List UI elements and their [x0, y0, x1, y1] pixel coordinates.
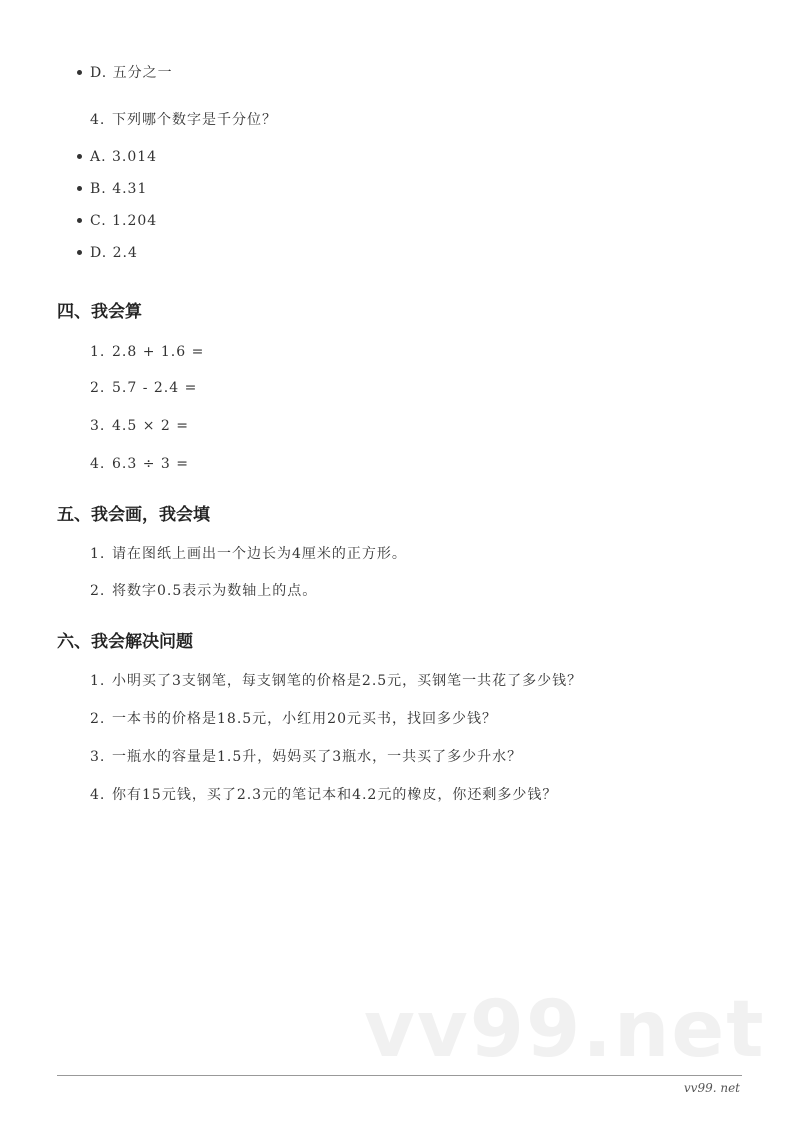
item-text: 将数字0.5表示为数轴上的点。 [112, 583, 318, 599]
list-item [90, 710, 497, 728]
item-number: 2. [90, 380, 106, 396]
list-item [90, 343, 204, 361]
option-text: B. 4.31 [90, 181, 148, 197]
watermark-text: vv99.net [364, 985, 766, 1075]
item-number: 1. [90, 546, 106, 562]
option-item [77, 148, 157, 166]
item-text: 一本书的价格是18.5元，小红用20元买书，找回多少钱？ [112, 711, 497, 727]
list-item [90, 748, 522, 766]
item-text: 请在图纸上画出一个边长为4厘米的正方形。 [112, 546, 407, 562]
list-item [90, 545, 407, 563]
list-item [90, 455, 189, 473]
option-item [77, 212, 157, 230]
item-text: 4.5 × 2 = [112, 418, 189, 434]
list-item [90, 417, 189, 435]
item-text: 6.3 ÷ 3 = [112, 456, 189, 472]
item-text: 一瓶水的容量是1.5升，妈妈买了3瓶水，一共买了多少升水？ [112, 749, 523, 765]
list-item [90, 786, 557, 804]
item-number: 1. [90, 344, 106, 360]
bullet-icon [77, 70, 82, 75]
item-number: 3. [90, 418, 106, 434]
list-item [90, 582, 317, 600]
option-item [77, 180, 147, 198]
option-text: D. 2.4 [90, 245, 138, 261]
item-number: 4. [90, 787, 106, 803]
section-title-calculate: 四、我会算 [57, 302, 142, 322]
item-text: 5.7 - 2.4 = [112, 380, 198, 396]
item-number: 2. [90, 711, 106, 727]
bullet-icon [77, 186, 82, 191]
section-title-solve-problems: 六、我会解决问题 [57, 632, 193, 652]
list-item [90, 672, 582, 690]
option-text: C. 1.204 [90, 213, 158, 229]
option-text: D. 五分之一 [90, 65, 173, 81]
list-item [90, 379, 197, 397]
item-number: 1. [90, 673, 106, 689]
item-text: 你有15元钱，买了2.3元的笔记本和4.2元的橡皮，你还剩多少钱？ [112, 787, 558, 803]
bullet-icon [77, 154, 82, 159]
question-number: 4. [90, 112, 106, 128]
item-text: 2.8 + 1.6 = [112, 344, 205, 360]
option-item [77, 244, 138, 262]
item-number: 3. [90, 749, 106, 765]
option-text: A. 3.014 [90, 149, 158, 165]
item-number: 4. [90, 456, 106, 472]
item-text: 小明买了3支钢笔，每支钢笔的价格是2.5元，买钢笔一共花了多少钱？ [112, 673, 583, 689]
bullet-icon [77, 218, 82, 223]
bullet-icon [77, 250, 82, 255]
question-text: 下列哪个数字是千分位？ [112, 112, 277, 128]
footer-divider [57, 1075, 742, 1076]
section-title-draw-fill: 五、我会画，我会填 [57, 505, 210, 525]
question-4 [90, 111, 277, 129]
option-item [77, 64, 173, 82]
footer-site: vv99. net [683, 1081, 740, 1095]
item-number: 2. [90, 583, 106, 599]
